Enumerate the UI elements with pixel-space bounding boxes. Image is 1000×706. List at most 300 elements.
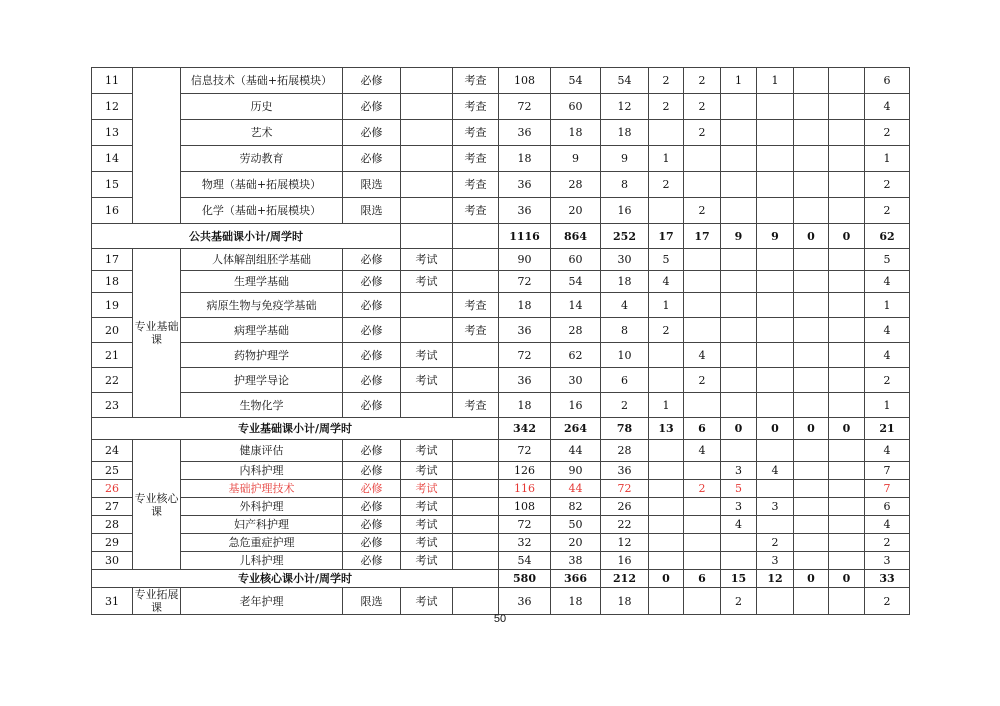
credit: 1 <box>865 393 910 418</box>
course-type: 必修 <box>343 318 401 343</box>
theory-hours: 14 <box>551 293 601 318</box>
semester-5 <box>794 393 829 418</box>
check-cell: 考查 <box>453 146 499 172</box>
subtotal-row-public <box>92 224 910 249</box>
practice-hours: 8 <box>601 318 649 343</box>
check-cell: 考查 <box>453 172 499 198</box>
exam-cell <box>401 293 453 318</box>
total-hours: 72 <box>499 440 551 462</box>
exam-cell: 考试 <box>401 462 453 480</box>
exam-cell: 考试 <box>401 588 453 615</box>
theory-hours: 18 <box>551 120 601 146</box>
semester-6 <box>829 462 865 480</box>
semester-5 <box>794 249 829 271</box>
semester-4: 1 <box>757 68 794 94</box>
semester-6: 0 <box>829 570 865 588</box>
total-hours: 72 <box>499 516 551 534</box>
semester-2: 2 <box>684 198 721 224</box>
credit: 2 <box>865 172 910 198</box>
total-hours: 90 <box>499 249 551 271</box>
semester-6 <box>829 516 865 534</box>
theory-hours: 54 <box>551 68 601 94</box>
total-hours: 126 <box>499 462 551 480</box>
row-number: 23 <box>92 393 133 418</box>
semester-6 <box>829 68 865 94</box>
course-type: 限选 <box>343 172 401 198</box>
theory-hours: 9 <box>551 146 601 172</box>
course-name: 外科护理 <box>181 498 343 516</box>
semester-4 <box>757 94 794 120</box>
semester-3: 5 <box>721 480 757 498</box>
theory-hours: 30 <box>551 368 601 393</box>
semester-6 <box>829 94 865 120</box>
semester-3 <box>721 293 757 318</box>
semester-1: 1 <box>649 293 684 318</box>
credit: 2 <box>865 588 910 615</box>
course-type: 必修 <box>343 94 401 120</box>
check-cell: 考查 <box>453 94 499 120</box>
semester-4: 12 <box>757 570 794 588</box>
check-cell: 考查 <box>453 393 499 418</box>
course-name: 内科护理 <box>181 462 343 480</box>
semester-3 <box>721 94 757 120</box>
table-row-highlighted <box>92 480 910 498</box>
semester-6 <box>829 498 865 516</box>
semester-1: 0 <box>649 570 684 588</box>
semester-1: 1 <box>649 393 684 418</box>
practice-hours: 16 <box>601 552 649 570</box>
row-number: 31 <box>92 588 133 615</box>
table-row <box>92 343 910 368</box>
course-name: 艺术 <box>181 120 343 146</box>
semester-5 <box>794 516 829 534</box>
check-cell <box>453 480 499 498</box>
row-number: 26 <box>92 480 133 498</box>
semester-6 <box>829 271 865 293</box>
semester-1: 2 <box>649 172 684 198</box>
course-name: 药物护理学 <box>181 343 343 368</box>
practice-hours: 9 <box>601 146 649 172</box>
practice-hours: 36 <box>601 462 649 480</box>
semester-5 <box>794 68 829 94</box>
semester-3 <box>721 172 757 198</box>
check-cell <box>453 271 499 293</box>
total-hours: 342 <box>499 418 551 440</box>
category-professional-core: 专业核心课 <box>133 440 181 570</box>
practice-hours: 10 <box>601 343 649 368</box>
semester-6 <box>829 440 865 462</box>
course-type: 限选 <box>343 588 401 615</box>
exam-cell <box>401 120 453 146</box>
course-type: 必修 <box>343 368 401 393</box>
semester-3 <box>721 249 757 271</box>
semester-2: 2 <box>684 68 721 94</box>
semester-5 <box>794 172 829 198</box>
row-number: 17 <box>92 249 133 271</box>
practice-hours: 2 <box>601 393 649 418</box>
practice-hours: 16 <box>601 198 649 224</box>
theory-hours: 90 <box>551 462 601 480</box>
semester-5: 0 <box>794 418 829 440</box>
total-hours: 580 <box>499 570 551 588</box>
semester-1 <box>649 462 684 480</box>
semester-2 <box>684 552 721 570</box>
exam-cell <box>401 224 453 249</box>
practice-hours: 30 <box>601 249 649 271</box>
semester-3: 1 <box>721 68 757 94</box>
course-type: 必修 <box>343 462 401 480</box>
theory-hours: 28 <box>551 172 601 198</box>
practice-hours: 26 <box>601 498 649 516</box>
theory-hours: 28 <box>551 318 601 343</box>
check-cell: 考查 <box>453 198 499 224</box>
theory-hours: 60 <box>551 94 601 120</box>
credit: 2 <box>865 198 910 224</box>
table-row <box>92 68 910 94</box>
semester-5 <box>794 271 829 293</box>
total-hours: 36 <box>499 368 551 393</box>
practice-hours: 12 <box>601 94 649 120</box>
exam-cell: 考试 <box>401 249 453 271</box>
semester-4: 3 <box>757 498 794 516</box>
table-row <box>92 318 910 343</box>
table-row <box>92 271 910 293</box>
category-professional-extension: 专业拓展课 <box>134 588 179 614</box>
check-cell: 考查 <box>453 68 499 94</box>
table-row <box>92 498 910 516</box>
exam-cell <box>401 172 453 198</box>
semester-3 <box>721 552 757 570</box>
check-cell <box>453 368 499 393</box>
table-row <box>92 146 910 172</box>
semester-3: 4 <box>721 516 757 534</box>
semester-2: 2 <box>684 120 721 146</box>
semester-1 <box>649 368 684 393</box>
credit: 3 <box>865 552 910 570</box>
semester-2: 6 <box>684 570 721 588</box>
semester-2 <box>684 534 721 552</box>
exam-cell <box>401 146 453 172</box>
semester-4 <box>757 368 794 393</box>
total-hours: 36 <box>499 172 551 198</box>
course-name: 生理学基础 <box>181 271 343 293</box>
course-type: 必修 <box>343 249 401 271</box>
course-type: 限选 <box>343 198 401 224</box>
practice-hours: 252 <box>601 224 649 249</box>
course-name: 人体解剖组胚学基础 <box>181 249 343 271</box>
semester-5 <box>794 480 829 498</box>
check-cell <box>453 462 499 480</box>
theory-hours: 44 <box>551 480 601 498</box>
theory-hours: 16 <box>551 393 601 418</box>
semester-5 <box>794 368 829 393</box>
row-number: 14 <box>92 146 133 172</box>
semester-6 <box>829 552 865 570</box>
semester-1: 13 <box>649 418 684 440</box>
semester-2 <box>684 271 721 293</box>
semester-2 <box>684 172 721 198</box>
row-number: 21 <box>92 343 133 368</box>
semester-2 <box>684 588 721 615</box>
semester-2: 4 <box>684 440 721 462</box>
semester-1: 2 <box>649 68 684 94</box>
semester-4 <box>757 198 794 224</box>
check-cell <box>453 552 499 570</box>
semester-4: 4 <box>757 462 794 480</box>
semester-3 <box>721 440 757 462</box>
row-number: 29 <box>92 534 133 552</box>
row-number: 18 <box>92 271 133 293</box>
semester-6 <box>829 172 865 198</box>
semester-5 <box>794 343 829 368</box>
row-number: 16 <box>92 198 133 224</box>
row-number: 11 <box>92 68 133 94</box>
total-hours: 18 <box>499 146 551 172</box>
table-row <box>92 440 910 462</box>
row-number: 24 <box>92 440 133 462</box>
practice-hours: 28 <box>601 440 649 462</box>
semester-2 <box>684 498 721 516</box>
semester-5 <box>794 588 829 615</box>
semester-2: 17 <box>684 224 721 249</box>
table-row <box>92 198 910 224</box>
course-type: 必修 <box>343 534 401 552</box>
theory-hours: 264 <box>551 418 601 440</box>
table-row <box>92 293 910 318</box>
check-cell <box>453 249 499 271</box>
semester-1 <box>649 343 684 368</box>
semester-5 <box>794 120 829 146</box>
table-row <box>92 94 910 120</box>
practice-hours: 18 <box>601 588 649 615</box>
semester-1: 1 <box>649 146 684 172</box>
practice-hours: 12 <box>601 534 649 552</box>
semester-4: 3 <box>757 552 794 570</box>
row-number: 20 <box>92 318 133 343</box>
course-schedule-table <box>91 67 910 615</box>
semester-2 <box>684 462 721 480</box>
credit: 7 <box>865 462 910 480</box>
semester-3 <box>721 393 757 418</box>
course-name: 历史 <box>181 94 343 120</box>
course-type: 必修 <box>343 120 401 146</box>
semester-5: 0 <box>794 224 829 249</box>
course-name: 老年护理 <box>181 588 343 615</box>
course-type: 必修 <box>343 393 401 418</box>
semester-1 <box>649 552 684 570</box>
semester-1: 17 <box>649 224 684 249</box>
semester-6 <box>829 393 865 418</box>
semester-3 <box>721 343 757 368</box>
semester-4 <box>757 249 794 271</box>
semester-6 <box>829 480 865 498</box>
semester-5 <box>794 498 829 516</box>
theory-hours: 54 <box>551 271 601 293</box>
course-name: 健康评估 <box>181 440 343 462</box>
page-number: 50 <box>493 613 507 625</box>
semester-2 <box>684 516 721 534</box>
course-type: 必修 <box>343 343 401 368</box>
credit: 2 <box>865 368 910 393</box>
semester-2 <box>684 293 721 318</box>
exam-cell: 考试 <box>401 516 453 534</box>
semester-6 <box>829 368 865 393</box>
semester-1 <box>649 534 684 552</box>
total-hours: 1116 <box>499 224 551 249</box>
credit: 7 <box>865 480 910 498</box>
check-cell <box>453 588 499 615</box>
semester-4 <box>757 440 794 462</box>
check-cell <box>453 440 499 462</box>
semester-5 <box>794 462 829 480</box>
semester-3 <box>721 318 757 343</box>
row-number: 13 <box>92 120 133 146</box>
course-type: 必修 <box>343 552 401 570</box>
row-number: 27 <box>92 498 133 516</box>
row-number: 30 <box>92 552 133 570</box>
check-cell <box>453 534 499 552</box>
exam-cell: 考试 <box>401 534 453 552</box>
course-name: 妇产科护理 <box>181 516 343 534</box>
semester-6 <box>829 120 865 146</box>
semester-3 <box>721 198 757 224</box>
theory-hours: 864 <box>551 224 601 249</box>
check-cell <box>453 343 499 368</box>
course-name: 物理（基础+拓展模块） <box>181 172 343 198</box>
credit: 4 <box>865 318 910 343</box>
semester-3: 9 <box>721 224 757 249</box>
row-number: 25 <box>92 462 133 480</box>
practice-hours: 78 <box>601 418 649 440</box>
credit: 4 <box>865 343 910 368</box>
semester-4 <box>757 318 794 343</box>
course-type: 必修 <box>343 146 401 172</box>
semester-5 <box>794 146 829 172</box>
subtotal-label: 公共基础课小计/周学时 <box>92 224 401 249</box>
credit: 4 <box>865 94 910 120</box>
semester-2: 2 <box>684 480 721 498</box>
semester-1 <box>649 440 684 462</box>
credit: 1 <box>865 293 910 318</box>
theory-hours: 20 <box>551 534 601 552</box>
table-row <box>92 249 910 271</box>
credit: 2 <box>865 534 910 552</box>
row-number: 22 <box>92 368 133 393</box>
theory-hours: 18 <box>551 588 601 615</box>
course-name: 儿科护理 <box>181 552 343 570</box>
exam-cell <box>401 198 453 224</box>
row-number: 12 <box>92 94 133 120</box>
semester-3: 3 <box>721 498 757 516</box>
semester-5 <box>794 293 829 318</box>
course-name: 护理学导论 <box>181 368 343 393</box>
credit: 4 <box>865 516 910 534</box>
course-type: 必修 <box>343 516 401 534</box>
exam-cell: 考试 <box>401 440 453 462</box>
semester-6 <box>829 198 865 224</box>
credit: 21 <box>865 418 910 440</box>
semester-1 <box>649 198 684 224</box>
course-name: 劳动教育 <box>181 146 343 172</box>
check-cell: 考查 <box>453 318 499 343</box>
total-hours: 72 <box>499 271 551 293</box>
course-name: 病理学基础 <box>181 318 343 343</box>
semester-1: 2 <box>649 318 684 343</box>
semester-3 <box>721 368 757 393</box>
course-name: 化学（基础+拓展模块） <box>181 198 343 224</box>
semester-2 <box>684 146 721 172</box>
table-row <box>92 462 910 480</box>
practice-hours: 72 <box>601 480 649 498</box>
semester-4 <box>757 293 794 318</box>
course-name: 信息技术（基础+拓展模块） <box>181 68 343 94</box>
practice-hours: 4 <box>601 293 649 318</box>
semester-2: 2 <box>684 94 721 120</box>
total-hours: 36 <box>499 318 551 343</box>
exam-cell <box>401 94 453 120</box>
semester-4 <box>757 172 794 198</box>
semester-6: 0 <box>829 418 865 440</box>
course-type: 必修 <box>343 271 401 293</box>
table-row <box>92 368 910 393</box>
row-number: 28 <box>92 516 133 534</box>
credit: 4 <box>865 440 910 462</box>
total-hours: 108 <box>499 68 551 94</box>
course-type: 必修 <box>343 293 401 318</box>
subtotal-label: 专业基础课小计/周学时 <box>92 418 499 440</box>
semester-4 <box>757 516 794 534</box>
table-row <box>92 588 910 615</box>
course-type: 必修 <box>343 498 401 516</box>
total-hours: 116 <box>499 480 551 498</box>
subtotal-row-core <box>92 570 910 588</box>
check-cell: 考查 <box>453 120 499 146</box>
semester-6: 0 <box>829 224 865 249</box>
credit: 1 <box>865 146 910 172</box>
theory-hours: 20 <box>551 198 601 224</box>
theory-hours: 60 <box>551 249 601 271</box>
semester-5 <box>794 440 829 462</box>
practice-hours: 212 <box>601 570 649 588</box>
semester-3 <box>721 120 757 146</box>
check-cell <box>453 516 499 534</box>
course-type: 必修 <box>343 480 401 498</box>
credit: 2 <box>865 120 910 146</box>
total-hours: 108 <box>499 498 551 516</box>
semester-4: 2 <box>757 534 794 552</box>
table-row <box>92 393 910 418</box>
semester-6 <box>829 534 865 552</box>
theory-hours: 62 <box>551 343 601 368</box>
subtotal-label: 专业核心课小计/周学时 <box>92 570 499 588</box>
semester-2 <box>684 249 721 271</box>
semester-6 <box>829 293 865 318</box>
practice-hours: 8 <box>601 172 649 198</box>
semester-2 <box>684 393 721 418</box>
theory-hours: 82 <box>551 498 601 516</box>
semester-2: 2 <box>684 368 721 393</box>
table-row <box>92 534 910 552</box>
semester-1 <box>649 498 684 516</box>
semester-5 <box>794 318 829 343</box>
semester-5 <box>794 94 829 120</box>
practice-hours: 22 <box>601 516 649 534</box>
table-row <box>92 120 910 146</box>
check-cell: 考查 <box>453 293 499 318</box>
table-row <box>92 172 910 198</box>
semester-3: 15 <box>721 570 757 588</box>
total-hours: 54 <box>499 552 551 570</box>
